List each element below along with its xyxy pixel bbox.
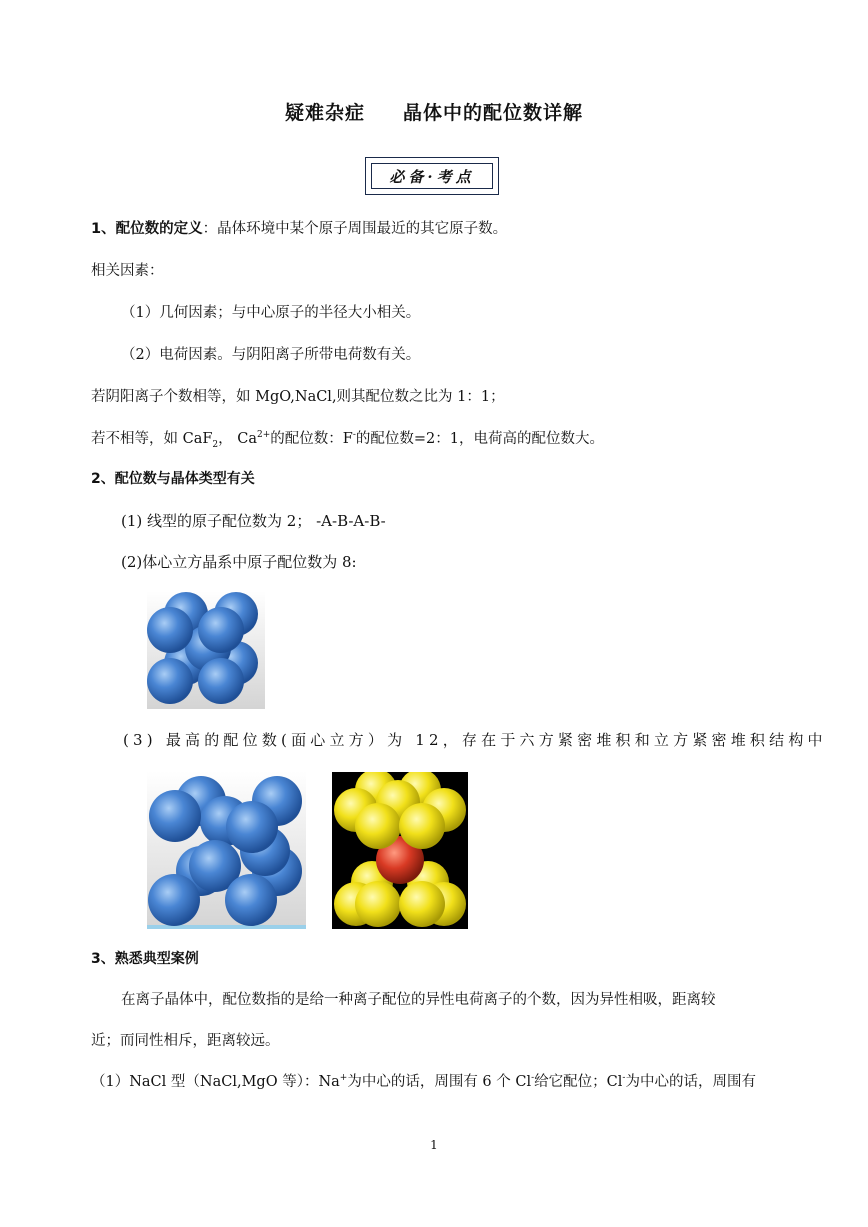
caf2-line bbox=[91, 429, 604, 449]
item-bcc: (2)体心立方晶系中原子配位数为 8: bbox=[121, 553, 357, 571]
ca-charge-superscript: 2+ bbox=[257, 430, 271, 441]
section2-heading: 2、配位数与晶体类型有关 bbox=[91, 471, 255, 487]
ionic-paragraph-line1: 在离子晶体中，配位数指的是给一种离子配位的异性电荷离子的个数，因为异性相吸，距离较 bbox=[121, 992, 716, 1008]
section1-heading: 配位数的定义 bbox=[115, 221, 203, 237]
item-linear: (1) 线型的原子配位数为 2； -A-B-A-B- bbox=[121, 512, 386, 530]
item-fcc: (3) 最高的配位数(面心立方）为 12，存在于六方紧密堆积和立方紧密堆积结构中 bbox=[123, 731, 827, 749]
caf2-text-d: 的配位数=2：1，电荷高的配位数大。 bbox=[355, 431, 605, 447]
factors-label: 相关因素： bbox=[91, 263, 164, 279]
factor-geometric: （1）几何因素；与中心原子的半径大小相关。 bbox=[121, 305, 421, 321]
equal-count-line: 若阴阳离子个数相等，如 MgO,NaCl,则其配位数之比为 1：1； bbox=[91, 389, 505, 405]
na-charge-superscript: + bbox=[339, 1073, 348, 1084]
nacl-text-b: 为中心的话，周围有 6 个 Cl bbox=[347, 1074, 532, 1090]
section-badge bbox=[365, 157, 499, 195]
title-part2: 晶体中的配位数详解 bbox=[403, 102, 584, 124]
section1-number: 1、 bbox=[91, 221, 116, 237]
page-number: 1 bbox=[430, 1138, 438, 1152]
caf2-text-c: 的配位数：F bbox=[270, 431, 353, 447]
bcc-structure-image bbox=[147, 591, 265, 709]
section1-colon: ： bbox=[202, 221, 218, 237]
caf2-text-b: ， Ca bbox=[218, 431, 258, 447]
section-badge-label: 必备·考点 bbox=[371, 163, 493, 189]
cl-charge-superscript-1: - bbox=[531, 1073, 535, 1084]
coordination-12-image bbox=[332, 772, 468, 929]
section1-text: 晶体环境中某个原子周围最近的其它原子数。 bbox=[217, 221, 508, 237]
page-title bbox=[0, 98, 868, 125]
caf2-subscript: 2 bbox=[212, 439, 219, 450]
factor-charge: （2）电荷因素。与阴阳离子所带电荷数有关。 bbox=[121, 347, 421, 363]
nacl-text-a: （1）NaCl 型（NaCl,MgO 等）：Na bbox=[91, 1074, 340, 1090]
caf2-text-a: 若不相等，如 CaF bbox=[91, 431, 213, 447]
ionic-paragraph-line2: 近；而同性相斥，距离较远。 bbox=[91, 1033, 280, 1049]
cl-charge-superscript-2: - bbox=[622, 1073, 626, 1084]
section1-definition bbox=[91, 219, 507, 239]
nacl-text-d: 为中心的话，周围有 bbox=[625, 1074, 756, 1090]
f-charge-superscript: - bbox=[352, 430, 356, 441]
nacl-text-c: 给它配位；Cl bbox=[534, 1074, 623, 1090]
title-part1: 疑难杂症 bbox=[284, 102, 365, 124]
fcc-structure-image bbox=[147, 771, 306, 929]
nacl-line bbox=[91, 1072, 756, 1092]
section3-heading: 3、熟悉典型案例 bbox=[91, 951, 199, 967]
